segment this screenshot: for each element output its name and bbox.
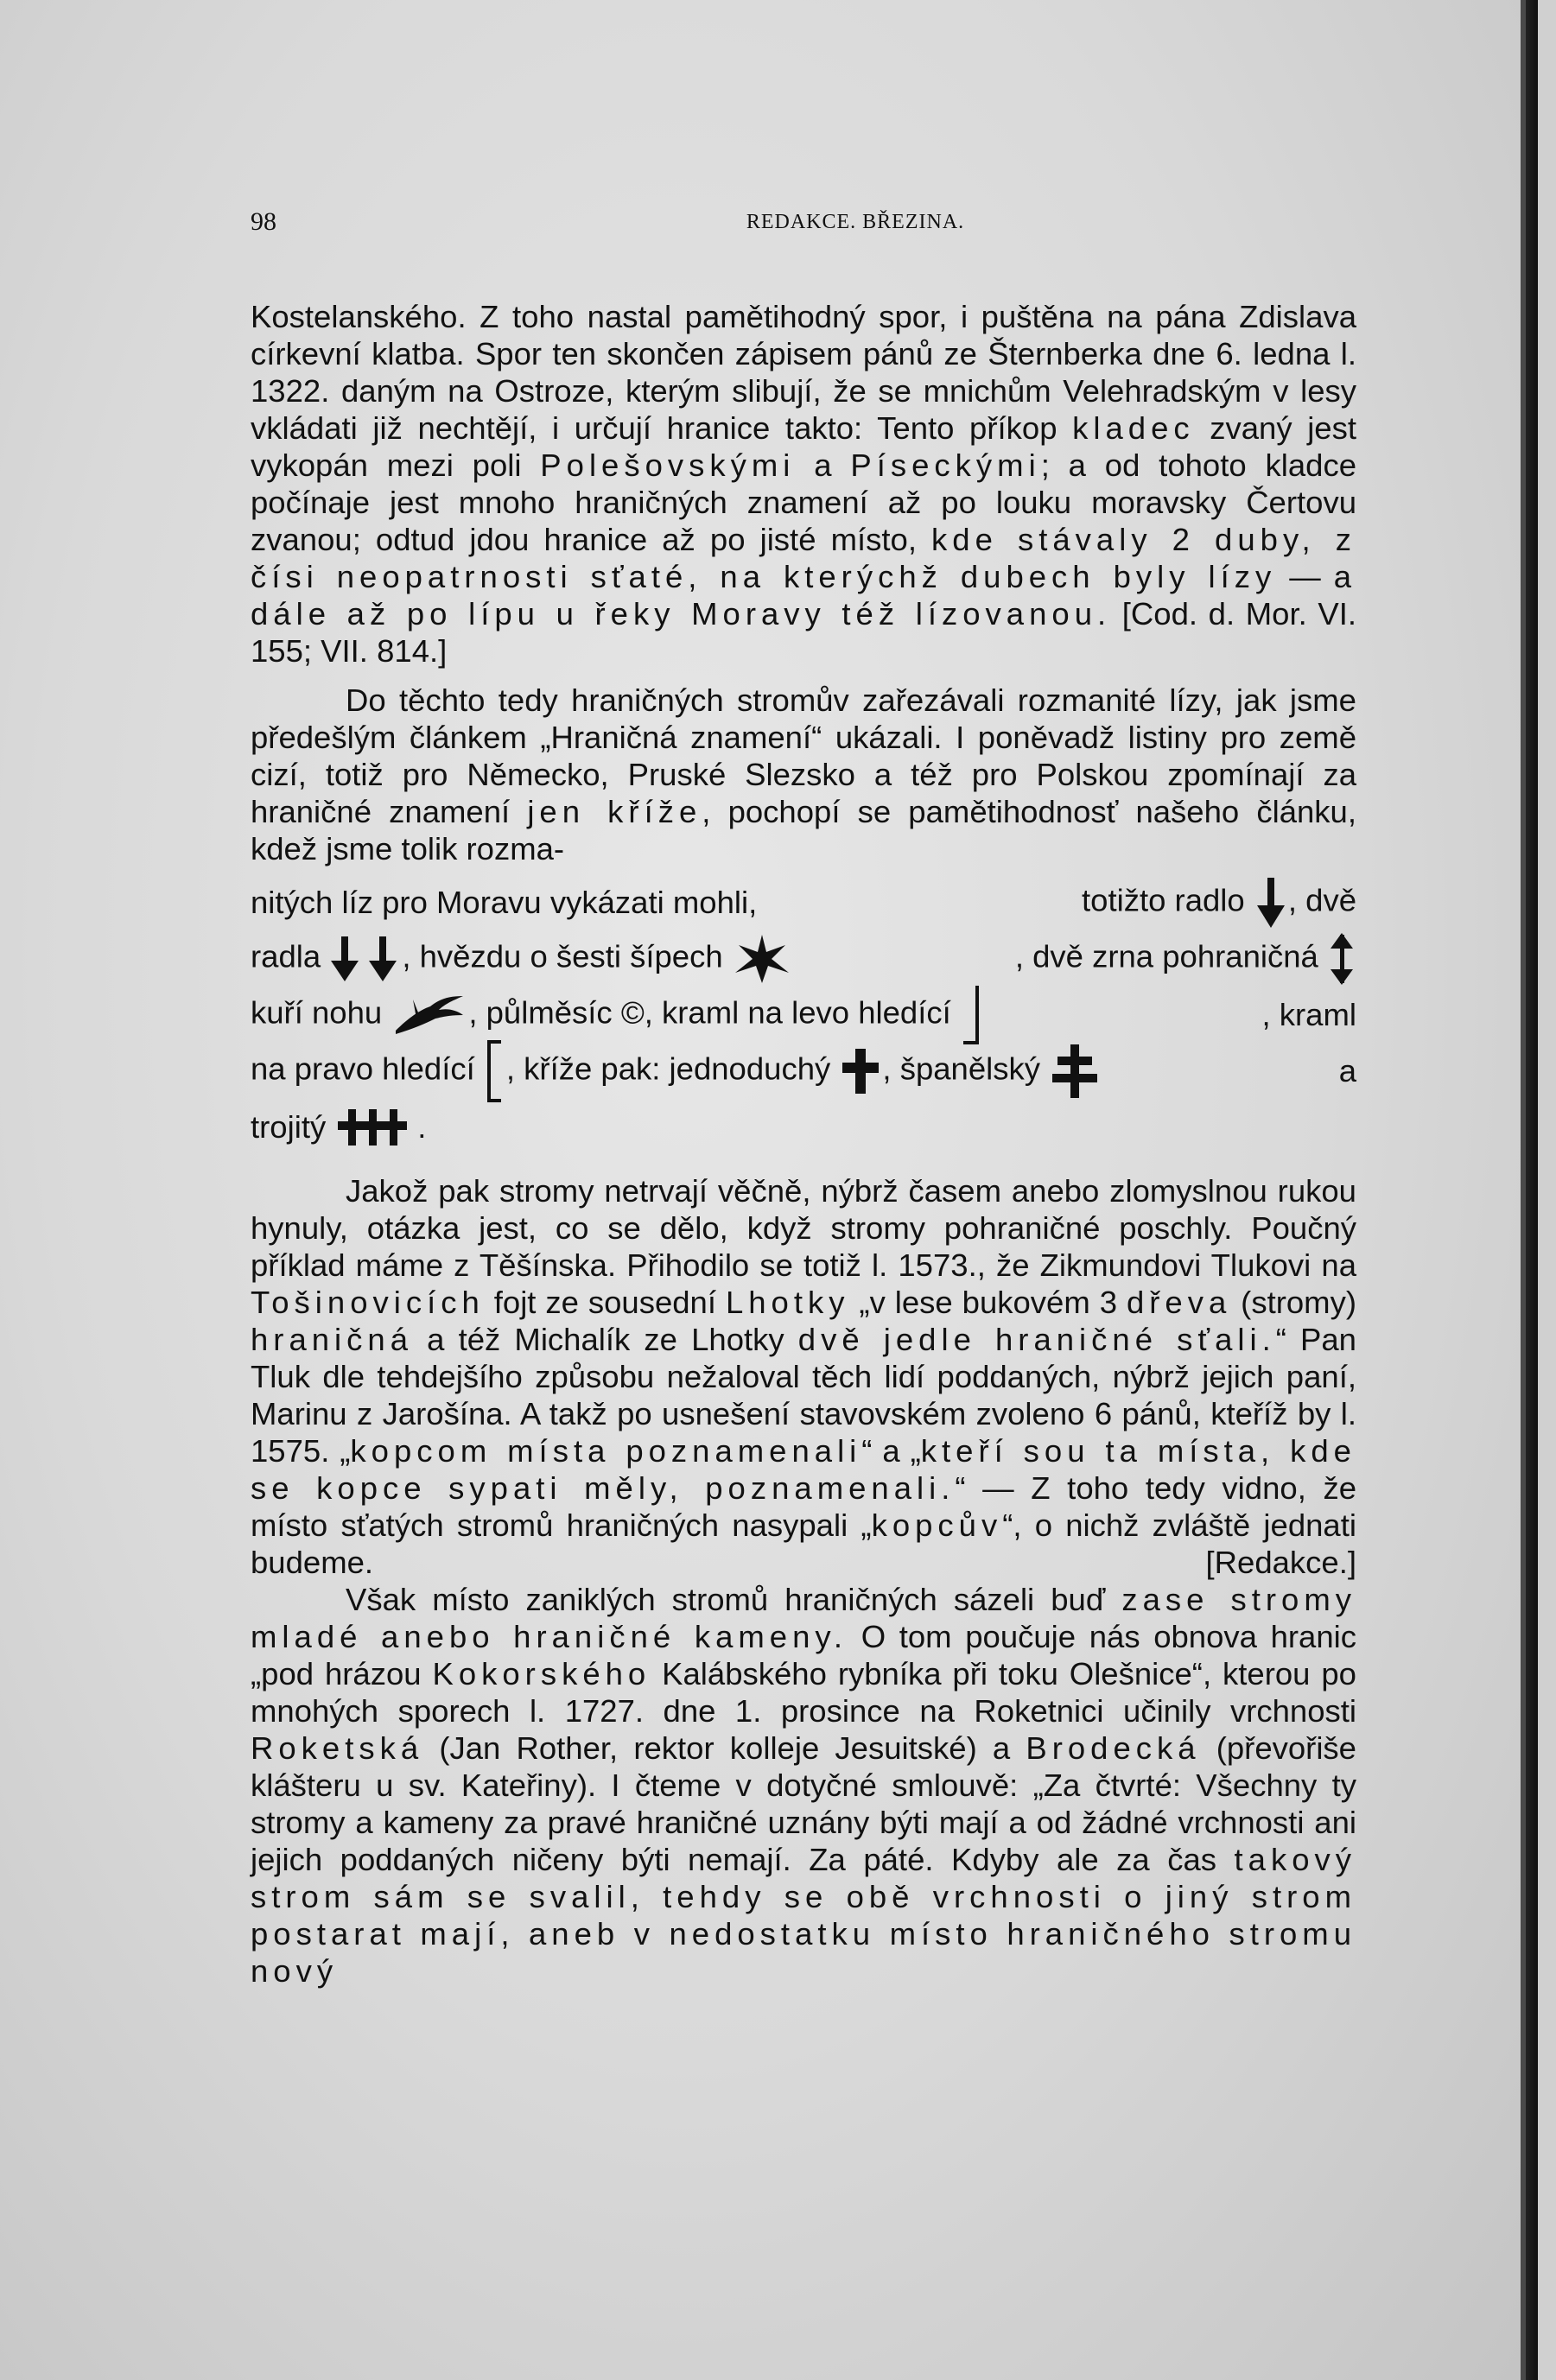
paragraph-4: Však místo zaniklých stromů hraničných sázeli buď zase stromy mladé anebo hraničné kameny. O tom poučuje nás obnova hranic „pod hrázou Kokorského Kalábského rybníka při toku Olešnice“, kterou po mnohých sporech l. 1727. dne 1. prosince na Roketnici učinily vrchnosti Roketská (Jan Rother, rektor kolleje Jesuitské) a Brodecká (převořiše klášteru u sv. Kateřiny). I čteme v dotyčné smlouvě: „Za čtvrté: Všechny ty stromy a kameny za pravé hraničné uznány býti mají a od žádné vrchnosti ani jejich poddaných ničeny býti nemají. Za páté. Kdyby ale za čas takový strom sám se svalil, tehdy se obě vrchnosti o jiný strom postarat mají, aneb v nedostatku místo hraničného stromu nový (251, 1582, 1356, 1989)
signature: [Redakce.] (1205, 1545, 1356, 1580)
paragraph-2: Do těchto tedy hraničných stromův zařezávali rozmanité lízy, jak jsme předešlým článkem „Hraničná znamení“ ukázali. I poněvadž listiny pro země cizí, totiž pro Německo, Pruské Slezsko a též pro Polskou zpomínají za hraničné znamení jen kříže, pochopí se pamětihodnosť našeho článku, kdež jsme tolik rozma- (251, 682, 1356, 866)
symbol-line-4: na pravo hledící , kříže pak: jednoduchý , španělský a (251, 1043, 1356, 1099)
spanish-cross-icon (1049, 1041, 1101, 1101)
symbol-line-5: trojitý . (251, 1099, 1356, 1155)
symbol-line-3: kuří nohu , půlměsíc ©, kraml na levo hledící , kraml (251, 987, 1356, 1043)
page-body (251, 298, 1356, 1990)
chicken-foot-icon (391, 993, 468, 1038)
paragraph-1: Kostelanského. Z toho nastal pamětihodný spor, i puštěna na pána Zdislava církevní klatba. Spor ten skončen zápisem pánů ze Šternberka dne 6. ledna l. 1322. daným na Ostroze, kterým slibují, že se mnichům Velehradským v lesy vkládati již nechtějí, i určují hranice takto: Tento příkop kladec zvaný jest vykopán mezi poli Polešovskými a Píseckými; a od tohoto kladce počínaje jest mnoho hraničných znamení až po louku moravsky Čertovu zvanou; odtud jdou hranice až po jisté místo, kde stávaly 2 duby, z čísi neopatrnosti sťaté, na kterýchž dubech byly lízy — a dále až po lípu u řeky Moravy též lízovanou. [Cod. d. Mor. VI. 155; VII. 814.] (251, 299, 1357, 669)
symbol-line-2: radla , hvězdu o šesti šípech , dvě zrna pohraničná (251, 930, 1356, 987)
page-header (251, 207, 1356, 242)
running-head: REDAKCE. BŘEZINA. (746, 211, 965, 233)
page-edge-margin (1538, 0, 1556, 2380)
plough-icon (1254, 876, 1288, 930)
symbol-lines (251, 874, 1356, 1155)
page-number: 98 (251, 207, 276, 236)
cramp-right-icon (484, 1037, 506, 1106)
simple-cross-icon (839, 1045, 882, 1097)
double-plough-icon (329, 935, 402, 983)
two-grains-icon (1327, 931, 1356, 987)
six-arrow-star-icon (732, 933, 792, 985)
paragraph-3: Jakož pak stromy netrvají věčně, nýbrž časem anebo zlomyslnou rukou hynuly, otázka jest, co se dělo, když stromy pohraničné poschly. Poučný příklad máme z Těšínska. Přihodilo se totiž l. 1573., že Zikmundovi Tlukovi na Tošinovicích fojt ze sousední Lhotky „v lese bukovém 3 dřeva (stromy) hraničná a též Michalík ze Lhotky dvě jedle hraničné sťali.“ Pan Tluk dle tehdejšího způsobu nežaloval těch lidí poddaných, nýbrž jejich paní, Marinu z Jarošína. A takž po usnešení stavovském zvoleno 6 pánů, kteříž by l. 1575. „kopcom místa poznamenali“ a „kteří sou ta místa, kde se kopce sypati měly, poznamenali.“ — Z toho tedy vidno, že místo sťatých stromů hraničných nasypali „kopcův“, o nichž zvláště jednati budeme. (251, 1173, 1356, 1580)
symbol-line-1: nitých líz pro Moravu vykázati mohli, totižto radlo , dvě (251, 874, 1356, 930)
triple-cross-icon (336, 1106, 409, 1149)
